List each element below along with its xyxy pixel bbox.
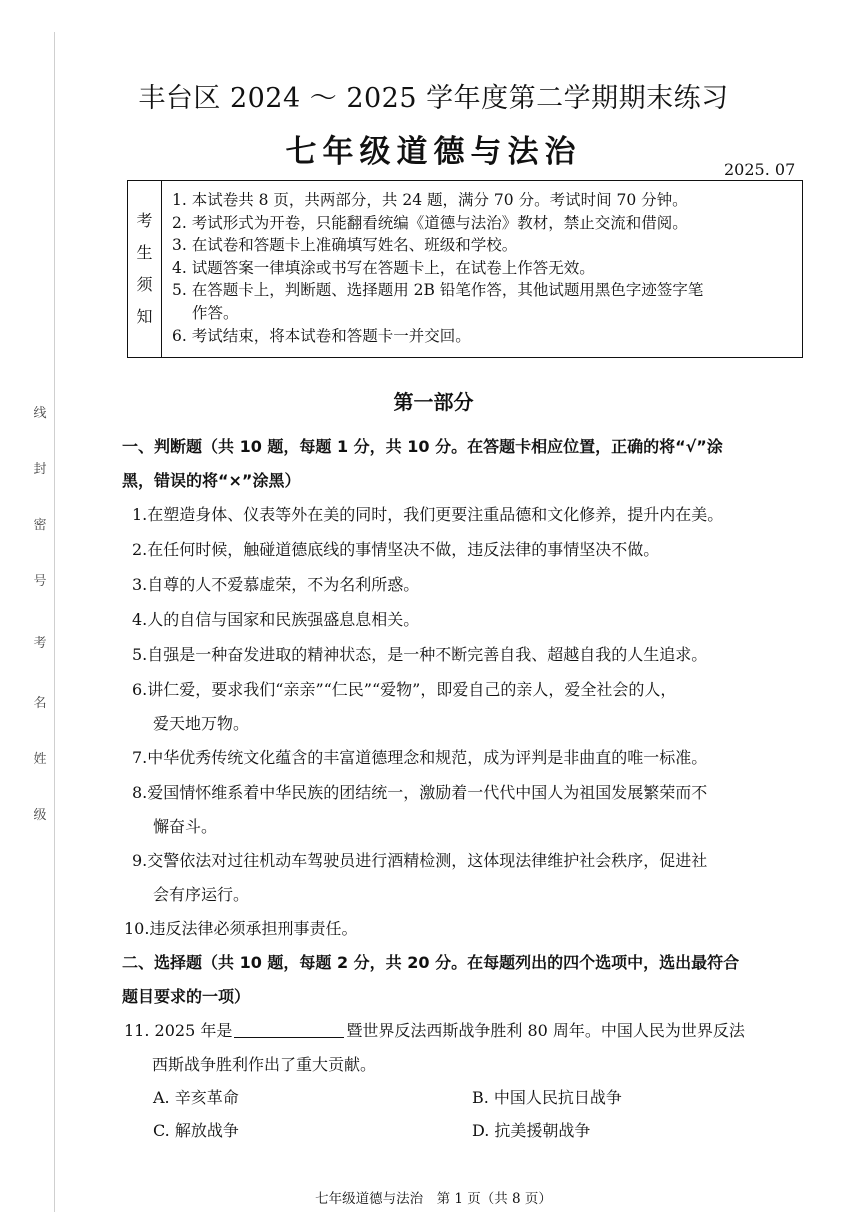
question-4: 4.人的自信与国家和民族强盛息息相关。 (132, 610, 420, 629)
binding-mark: 线 (33, 406, 47, 421)
question-11: 11. 2025 年是 暨世界反法西斯战争胜利 80 周年。中国人民为世界反法 西斯战争胜利作出了重大贡献。 (124, 1021, 745, 1074)
question-2: 2.在任何时候，触碰道德底线的事情坚决不做，违反法律的事情坚决不做。 (132, 540, 660, 559)
notice-item: 6. 考试结束，将本试卷和答题卡一并交回。 (172, 326, 471, 345)
notice-list (172, 189, 796, 347)
section-true-false-heading: 一、判断题（共 10 题，每题 1 分，共 10 分。在答题卡相应位置，正确的将“√”涂 黑，错误的将“×”涂黑） (122, 437, 723, 490)
binding-mark: 姓 (33, 752, 47, 767)
notice-label: 考 生 须 知 (128, 181, 162, 357)
binding-mark: 名 (33, 696, 47, 711)
option-a: A. 辛亥革命 (153, 1088, 239, 1107)
notice-item: 3. 在试卷和答题卡上准确填写姓名、班级和学校。 (172, 236, 518, 255)
option-b: B. 中国人民抗日战争 (472, 1088, 622, 1107)
notice-item: 1. 本试卷共 8 页，共两部分，共 24 题，满分 70 分。考试时间 70 分钟。 (172, 191, 688, 209)
option-c: C. 解放战争 (153, 1121, 239, 1140)
question-10: 10.违反法律必须承担刑事责任。 (124, 919, 358, 938)
question-5: 5.自强是一种奋发进取的精神状态，是一种不断完善自我、超越自我的人生追求。 (132, 645, 708, 664)
binding-mark: 号 (33, 574, 47, 589)
question-3: 3.自尊的人不爱慕虚荣，不为名利所惑。 (132, 575, 420, 594)
answer-blank (234, 1021, 344, 1038)
binding-margin (30, 392, 50, 832)
exam-date: 2025. 07 (724, 160, 796, 179)
notice-item: 5. 在答题卡上，判断题、选择题用 2B 铅笔作答，其他试题用黑色字迹签字笔 (172, 281, 704, 300)
exam-title: 丰台区 2024 ～ 2025 学年度第二学期期末练习 (138, 83, 729, 114)
question-6: 6.讲仁爱，要求我们“亲亲”“仁民”“爱物”，即爱自己的亲人，爱全社会的人， 爱天地万物。 (132, 680, 677, 733)
option-d: D. 抗美援朝战争 (472, 1121, 591, 1140)
question-9: 9.交警依法对过往机动车驾驶员进行酒精检测，这体现法律维护社会秩序，促进社 会有序运行。 (132, 851, 708, 904)
candidate-notice-box (127, 180, 803, 358)
part-one-title: 第一部分 (393, 390, 474, 414)
question-7: 7.中华优秀传统文化蕴含的丰富道德理念和规范，成为评判是非曲直的唯一标准。 (132, 748, 708, 767)
section-multiple-choice-heading: 二、选择题（共 10 题，每题 2 分，共 20 分。在每题列出的四个选项中，选出最符合 题目要求的一项） (122, 953, 740, 1006)
notice-item: 2. 考试形式为开卷，只能翻看统编《道德与法治》教材，禁止交流和借阅。 (172, 213, 688, 232)
question-8: 8.爱国情怀维系着中华民族的团结统一，激励着一代代中国人为祖国发展繁荣而不 懈奋斗。 (132, 783, 708, 836)
binding-mark: 考 (33, 636, 47, 651)
binding-mark: 封 (33, 462, 47, 477)
notice-item-continuation: 作答。 (192, 303, 239, 322)
page-footer: 七年级道德与法治 第 1 页（共 8 页） (315, 1191, 552, 1207)
question-1: 1.在塑造身体、仪表等外在美的同时，我们更要注重品德和文化修养，提升内在美。 (132, 505, 724, 524)
exam-subtitle: 七年级道德与法治 (285, 134, 582, 170)
binding-dashed-line (54, 32, 55, 1212)
binding-mark: 密 (33, 518, 47, 533)
binding-mark: 级 (33, 808, 47, 823)
notice-item: 4. 试题答案一律填涂或书写在答题卡上，在试卷上作答无效。 (172, 258, 595, 277)
